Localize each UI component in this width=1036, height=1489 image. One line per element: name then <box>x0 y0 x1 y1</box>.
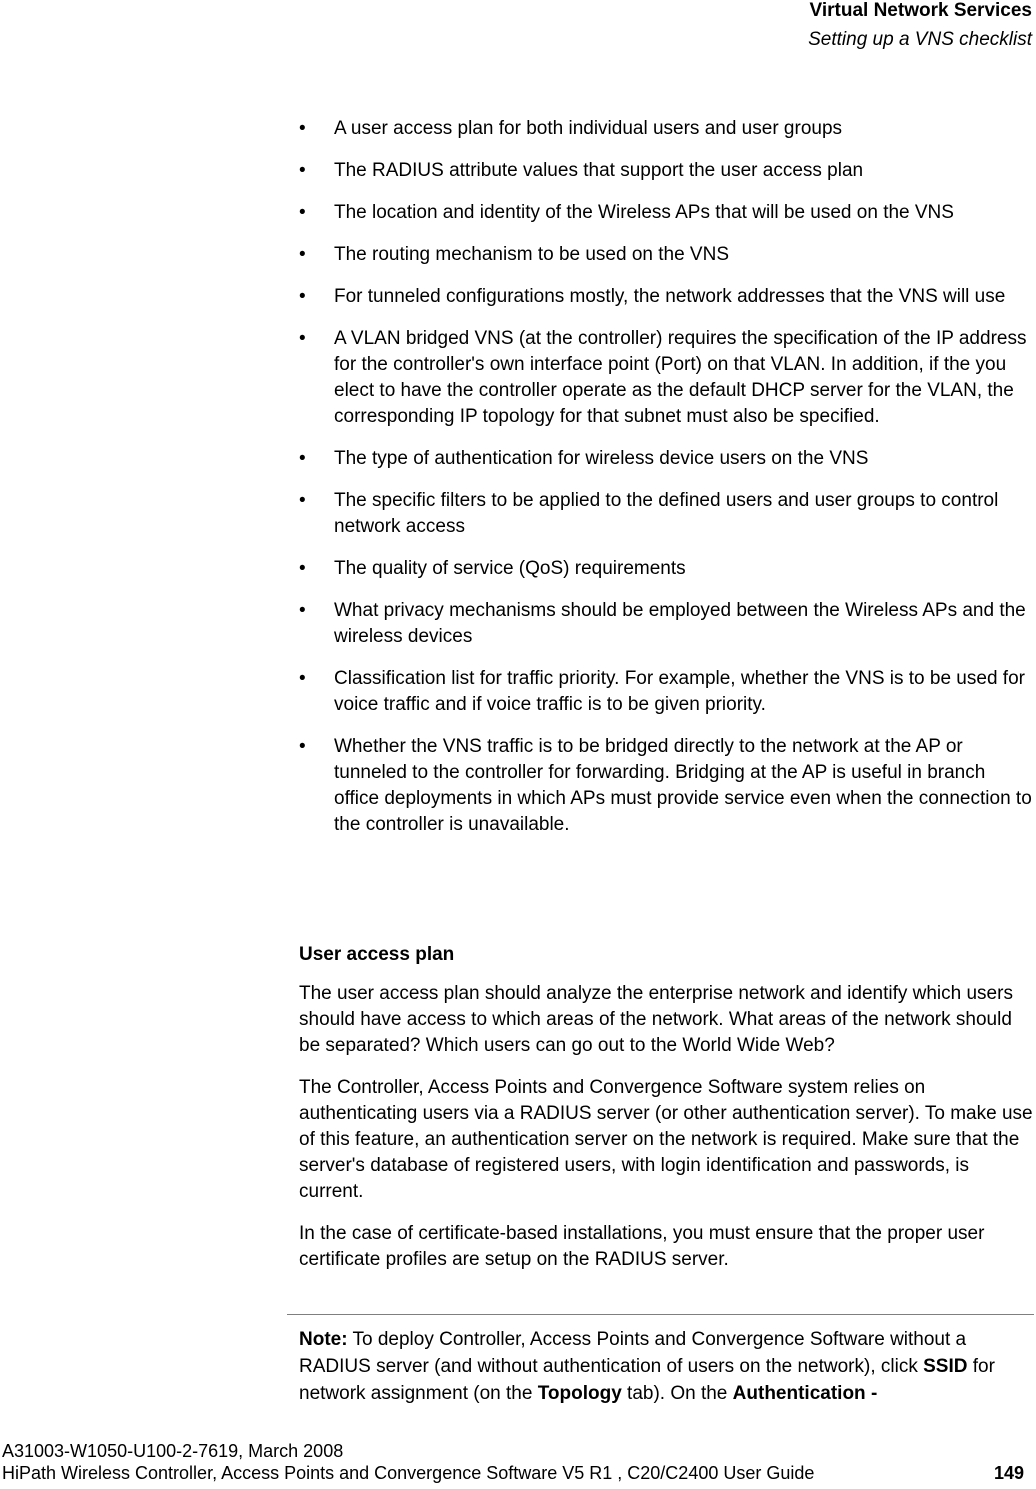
bullet-text: The specific filters to be applied to the defined users and user groups to control network access <box>334 490 999 537</box>
note-bold-topology: Topology <box>537 1383 622 1404</box>
page-footer <box>2 1440 1036 1484</box>
bullet-item <box>299 116 1035 142</box>
page-number: 149 <box>993 1463 1024 1483</box>
bullet-symbol: • <box>299 244 306 265</box>
note-text: for network assignment (on the <box>299 1356 995 1404</box>
bullet-text: A user access plan for both individual users and user groups <box>334 118 843 139</box>
note-label: Note: <box>299 1329 348 1350</box>
bullet-text: A VLAN bridged VNS (at the controller) requires the specification of the IP address for the controller's own interface point (Port) on that VLAN. In addition, if the you elect to have the controller operate as the default DHCP server for the VLAN, the corresponding IP topology for that subnet must also be specified. <box>334 328 1027 427</box>
bullet-text: The location and identity of the Wireless APs that will be used on the VNS <box>334 202 954 223</box>
paragraph: The Controller, Access Points and Convergence Software system relies on authenticating users via a RADIUS server (or other authentication server). To make use of this feature, an authentication server on the network is required. Make sure that the server's database of registered users, with login identification and passwords, is current. <box>299 1077 1033 1202</box>
user-access-plan-section <box>299 941 1035 1289</box>
header-subtitle: Setting up a VNS checklist <box>808 29 1032 50</box>
bullet-item <box>299 158 1035 184</box>
bullet-text: For tunneled configurations mostly, the network addresses that the VNS will use <box>334 286 1006 307</box>
bullet-symbol: • <box>299 202 306 223</box>
bullet-text: The quality of service (QoS) requirements <box>334 558 686 579</box>
bullet-text: Classification list for traffic priority. For example, whether the VNS is to be used for voice traffic and if voice traffic is to be given priority. <box>334 668 1025 715</box>
bullet-symbol: • <box>299 736 306 757</box>
bullet-text: Whether the VNS traffic is to be bridged directly to the network at the AP or tunneled to the controller for forwarding. Bridging at the AP is useful in branch office deployments in which APs must provide service even when the connection to the controller is unavailable. <box>334 736 1032 835</box>
paragraph: The user access plan should analyze the enterprise network and identify which users should have access to which areas of the network. What areas of the network should be separated? Which users can go out to the World Wide Web? <box>299 983 1013 1056</box>
page-header <box>808 0 1032 52</box>
bullet-text: The routing mechanism to be used on the VNS <box>334 244 730 265</box>
bullet-item <box>299 666 1035 718</box>
bullet-symbol: • <box>299 668 306 689</box>
bullet-item <box>299 556 1035 582</box>
section-heading: User access plan <box>299 944 455 965</box>
bullet-symbol: • <box>299 328 306 349</box>
note-text: To deploy Controller, Access Points and Convergence Software without a RADIUS server (and without authentication of users on the network), click <box>299 1329 967 1377</box>
bullet-item <box>299 488 1035 540</box>
bullet-item <box>299 284 1035 310</box>
bullet-symbol: • <box>299 118 306 139</box>
bullet-text: The type of authentication for wireless device users on the VNS <box>334 448 869 469</box>
bullet-symbol: • <box>299 558 306 579</box>
bullet-item <box>299 200 1035 226</box>
footer-doc-id: A31003-W1050-U100-2-7619, March 2008 <box>2 1441 344 1461</box>
bullet-item <box>299 242 1035 268</box>
bullet-symbol: • <box>299 448 306 469</box>
paragraph: In the case of certificate-based installations, you must ensure that the proper user certificate profiles are setup on the RADIUS server. <box>299 1223 985 1270</box>
bullet-symbol: • <box>299 160 306 181</box>
checklist-bullets <box>299 116 1035 854</box>
note-divider <box>287 1314 1034 1315</box>
bullet-symbol: • <box>299 286 306 307</box>
note-block <box>299 1326 1035 1407</box>
bullet-symbol: • <box>299 490 306 511</box>
bullet-text: The RADIUS attribute values that support the user access plan <box>334 160 864 181</box>
note-bold-ssid: SSID <box>923 1356 968 1377</box>
bullet-item <box>299 734 1035 838</box>
bullet-item <box>299 598 1035 650</box>
footer-product: HiPath Wireless Controller, Access Points and Convergence Software V5 R1 , C20/C2400 User Guide <box>2 1463 815 1483</box>
header-title: Virtual Network Services <box>809 0 1032 21</box>
bullet-symbol: • <box>299 600 306 621</box>
bullet-text: What privacy mechanisms should be employed between the Wireless APs and the wireless devices <box>334 600 1026 647</box>
bullet-item <box>299 326 1035 430</box>
note-text: tab). On the <box>621 1383 733 1404</box>
note-bold-authentication: Authentication - <box>732 1383 878 1404</box>
bullet-item <box>299 446 1035 472</box>
